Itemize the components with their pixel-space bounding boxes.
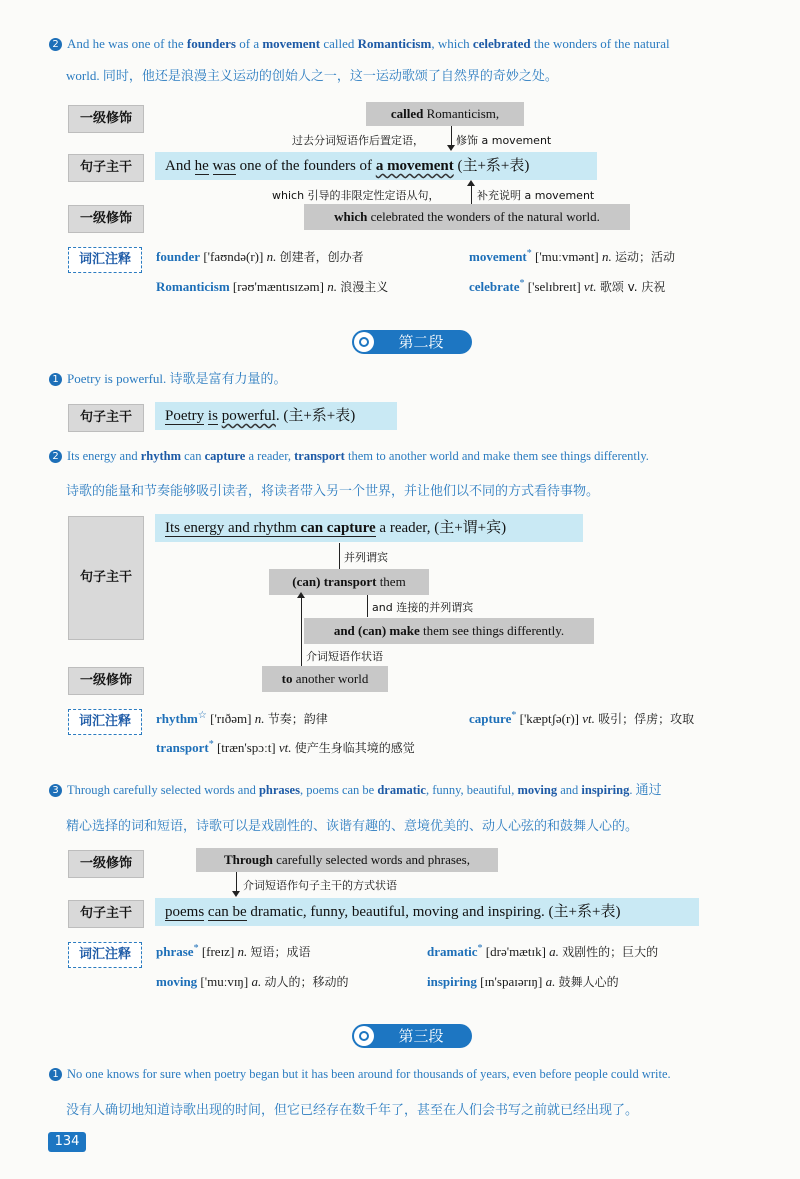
- sentence-p2-en: 2 Its energy and rhythm can capture a reader, transport them to another world and make them see things differently.: [49, 446, 649, 466]
- main-clause-p3: poems can be dramatic, funny, beautiful, moving and inspiring. (主+系+表): [155, 898, 699, 926]
- sentence-s1-en: 2 And he was one of the founders of a movement called Romanticism, which celebrated the wonders of the natural: [49, 34, 670, 54]
- section-header-3: 第三段: [352, 1024, 472, 1048]
- sentence-p1: 1 Poetry is powerful. 诗歌是富有力量的。: [49, 369, 287, 390]
- label-modifier: 一级修饰: [68, 205, 144, 233]
- vocab-entry: phrase* [freɪz] n. 短语；成语: [156, 943, 311, 959]
- note-which-clause: which 引导的非限定性定语从句，: [272, 189, 440, 202]
- vocab-entry: capture* ['kæptʃə(r)] vt. 吸引；俘虏；攻取: [469, 710, 695, 726]
- sentence-number: 3: [49, 784, 62, 797]
- vocab-entry: transport* [træn'spɔːt] vt. 使产生身临其境的感觉: [156, 739, 415, 755]
- modifier-box-which: which celebrated the wonders of the natural world.: [304, 204, 630, 230]
- label-modifier: 一级修饰: [68, 105, 144, 133]
- vocab-entry: founder ['faʊndə(r)] n. 创建者，创办者: [156, 249, 364, 264]
- box-transport: (can) transport them: [269, 569, 429, 595]
- magnifier-icon: [354, 332, 374, 352]
- note-parallel: 并列谓宾: [344, 551, 388, 564]
- vocab-label: 词汇注释: [68, 247, 142, 273]
- vocab-entry: rhythm☆ ['rɪðəm] n. 节奏；韵律: [156, 710, 328, 726]
- note-manner-adverbial: 介词短语作句子主干的方式状语: [243, 879, 397, 892]
- vocab-entry: moving ['muːvɪŋ] a. 动人的；移动的: [156, 974, 349, 989]
- label-modifier: 一级修饰: [68, 850, 144, 878]
- magnifier-icon: [354, 1026, 374, 1046]
- sentence-number: 1: [49, 373, 62, 386]
- label-main: 句子主干: [68, 900, 144, 928]
- vocab-label: 词汇注释: [68, 709, 142, 735]
- sentence-q1-zh: 没有人确切地知道诗歌出现的时间，但它已经存在数千年了，甚至在人们会书写之前就已经出现了。: [66, 1103, 639, 1118]
- main-clause-s1: And he was one of the founders of a movement (主+系+表): [155, 152, 597, 180]
- vocab-entry: movement* ['muːvmənt] n. 运动；活动: [469, 248, 675, 264]
- note-prep-adverbial: 介词短语作状语: [306, 650, 383, 663]
- sentence-p3-zh: 精心选择的词和短语，诗歌可以是戏剧性的、诙谐有趣的、意境优美的、动人心弦的和鼓舞人心的。: [66, 819, 639, 834]
- note-and-parallel: and 连接的并列谓宾: [372, 601, 474, 614]
- section-header-2: 第二段: [352, 330, 472, 354]
- note-supplement: 补充说明 a movement: [477, 189, 595, 202]
- label-main: 句子主干: [68, 516, 144, 640]
- sentence-p2-zh: 诗歌的能量和节奏能够吸引读者，将读者带入另一个世界，并让他们以不同的方式看待事物。: [66, 484, 600, 499]
- sentence-s1-line2: world. 同时，他还是浪漫主义运动的创始人之一，这一运动歌颂了自然界的奇妙之处。: [66, 68, 558, 84]
- sentence-number: 2: [49, 38, 62, 51]
- vocab-label: 词汇注释: [68, 942, 142, 968]
- box-make: and (can) make them see things differently.: [304, 618, 594, 644]
- vocab-entry: dramatic* [drə'mætɪk] a. 戏剧性的；巨大的: [427, 943, 659, 959]
- sentence-s1-zh: 同时，他还是浪漫主义运动的创始人之一，这一运动歌颂了自然界的奇妙之处。: [102, 69, 558, 84]
- sentence-number: 1: [49, 1068, 62, 1081]
- vocab-entry: inspiring [ɪn'spaɪərɪŋ] a. 鼓舞人心的: [427, 974, 619, 989]
- label-main: 句子主干: [68, 154, 144, 182]
- sentence-p3-en: 3 Through carefully selected words and phrases, poems can be dramatic, funny, beautiful, moving and inspiring. 通过: [49, 780, 662, 801]
- main-clause-p2: Its energy and rhythm can capture a reader, (主+谓+宾): [155, 514, 583, 542]
- page-number: 134: [48, 1132, 86, 1152]
- vocab-entry: celebrate* ['selɪbreɪt] vt. 歌颂 v. 庆祝: [469, 278, 666, 294]
- main-clause-p1: Poetry is powerful. (主+系+表): [155, 402, 397, 430]
- modifier-box-called: called Romanticism,: [366, 102, 524, 126]
- label-main: 句子主干: [68, 404, 144, 432]
- sentence-number: 2: [49, 450, 62, 463]
- sentence-q1-en: 1 No one knows for sure when poetry began but it has been around for thousands of years, even before people could write.: [49, 1064, 671, 1084]
- note-past-participle: 过去分词短语作后置定语，: [292, 134, 424, 147]
- note-modifies: 修饰 a movement: [456, 134, 552, 147]
- vocab-entry: Romanticism [rəʊ'mæntɪsɪzəm] n. 浪漫主义: [156, 279, 389, 294]
- box-to-world: to another world: [262, 666, 388, 692]
- box-through: Through carefully selected words and phrases,: [196, 848, 498, 872]
- label-modifier: 一级修饰: [68, 667, 144, 695]
